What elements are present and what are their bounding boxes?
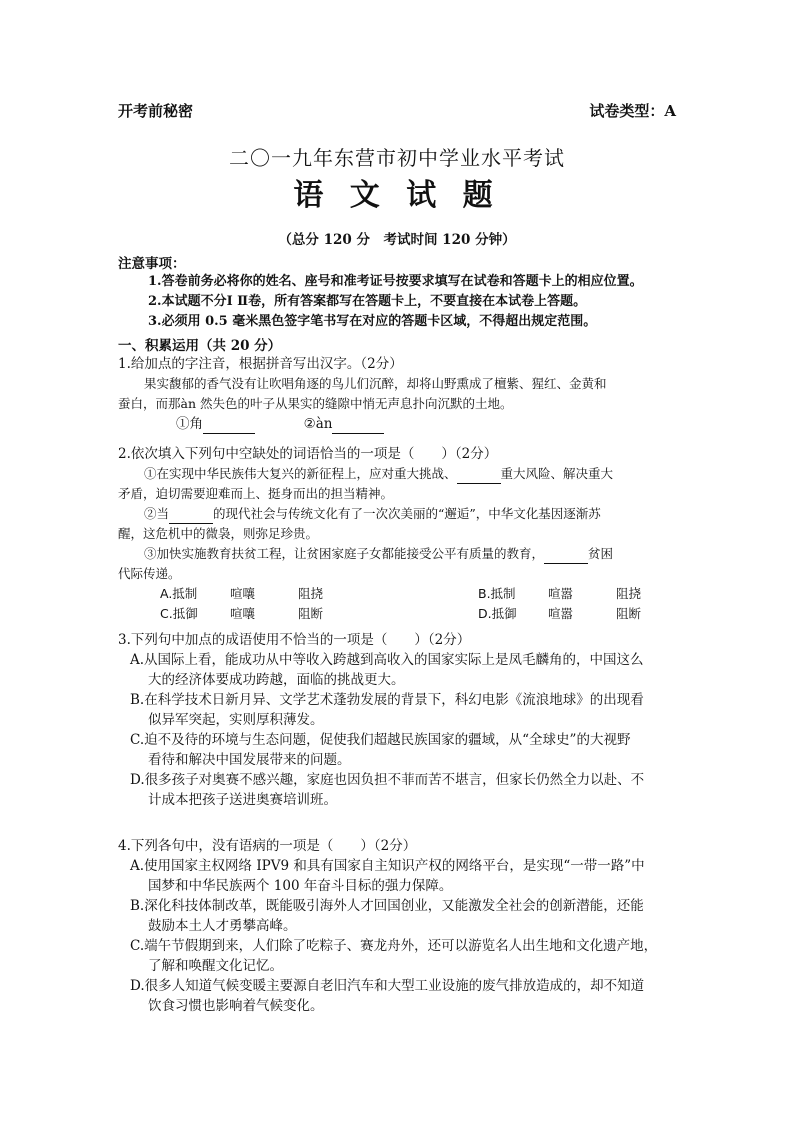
option-a: A.从国际上看，能成功从中等收入跨越到高收入的国家实际上是凤毛麟角的，中国这么 xyxy=(130,652,644,668)
sentence-text: 重大风险、解决重大 xyxy=(500,466,614,481)
answer-blank xyxy=(203,419,255,434)
notice-item: 2.本试题不分Ⅰ Ⅱ卷，所有答案都写在答题卡上，不要直接在本试卷上答题。 xyxy=(148,294,587,309)
option-b-word-3: 阻挠 xyxy=(616,586,642,601)
paper-type-label: 试卷类型：A xyxy=(589,102,676,120)
option-c: C.迫不及待的环境与生态问题，促使我们超越民族国家的疆域，从“全球史”的大视野 xyxy=(130,732,631,748)
option-c-word-2: 喧嚷 xyxy=(230,606,256,621)
option-b: B.在科学技术日新月异、文学艺术蓬勃发展的背景下，科幻电影《流浪地球》的出现看 xyxy=(130,692,644,708)
option-b-cont: 鼓励本土人才勇攀高峰。 xyxy=(148,918,297,934)
notice-item: 3.必须用 0.5 毫米黑色签字笔书写在对应的答题卡区域，不得超出规定范围。 xyxy=(148,314,597,329)
section-heading: 一、积累运用（共 20 分） xyxy=(118,338,282,354)
option-c-word-3: 阻断 xyxy=(298,606,324,621)
confidential-label: 开考前秘密 xyxy=(118,102,194,120)
option-b-word-1: B.抵制 xyxy=(478,586,516,601)
option-d-cont: 计成本把孩子送进奥赛培训班。 xyxy=(148,792,337,808)
option-c-word-1: C.抵御 xyxy=(160,606,198,621)
answer-blank xyxy=(332,419,384,434)
option-a-cont: 国梦和中华民族两个 100 年奋斗目标的强力保障。 xyxy=(148,878,453,894)
sentence-text: ①在实现中华民族伟大复兴的新征程上，应对重大挑战、 xyxy=(144,466,457,481)
notice-list xyxy=(148,272,643,332)
option-a-word-2: 喧嚷 xyxy=(230,586,256,601)
option-c-cont: 看待和解决中国发展带来的问题。 xyxy=(148,752,351,768)
option-d-word-1: D.抵御 xyxy=(478,606,517,621)
option-c-cont: 了解和唤醒文化记忆。 xyxy=(148,958,283,974)
answer-blank xyxy=(169,509,213,524)
sentence-text: ③加快实施教育扶贫工程，让贫困家庭子女都能接受公平有质量的教育， xyxy=(144,546,545,561)
sentence-text: 醒，这危机中的微袅，则弥足珍贵。 xyxy=(118,526,319,541)
option-a-word-3: 阻挠 xyxy=(298,586,324,601)
answer-blank xyxy=(544,549,588,564)
passage-line: 蚕白，而那àn 然失色的叶子从果实的缝隙中悄无声息扑向沉默的土地。 xyxy=(118,396,513,411)
passage-line: 果实馥郁的香气没有让吹唱角逐的鸟儿们沉醉，却将山野熏成了檀紫、猩红、金黄和 xyxy=(144,376,607,391)
question-stem: 3.下列句中加点的成语使用不恰当的一项是（ ）（2分） xyxy=(118,632,471,648)
answer-item-1: ①角 xyxy=(176,416,203,432)
option-d: D.很多人知道气候变暖主要源自老旧汽车和大型工业设施的废气排放造成的，却不知道 xyxy=(130,978,645,994)
option-b-word-2: 喧嚣 xyxy=(548,586,574,601)
sentence-text: 的现代社会与传统文化有了一次次美丽的“邂逅”，中华文化基因逐渐苏 xyxy=(213,506,601,521)
option-a-word-1: A.抵制 xyxy=(160,586,198,601)
option-d: D.很多孩子对奥赛不感兴趣，家庭也因负担不菲而苦不堪言，但家长仍然全力以赴、不 xyxy=(130,772,645,788)
subject-title: 语 文 试 题 xyxy=(293,178,501,213)
notice-heading: 注意事项： xyxy=(118,256,186,272)
option-a: A.使用国家主权网络 IPV9 和具有国家自主知识产权的网络平台，是实现“一带一路”中 xyxy=(130,858,645,874)
sentence-text: 代际传递。 xyxy=(118,566,181,581)
option-d-word-3: 阻断 xyxy=(616,606,642,621)
score-time-info: （总分 120 分 考试时间 120 分钟） xyxy=(278,232,516,248)
answer-item-2: ②àn xyxy=(303,416,333,432)
answer-blank xyxy=(457,469,501,484)
sentence-text: 贫困 xyxy=(588,546,614,561)
exam-title: 二〇一九年东营市初中学业水平考试 xyxy=(229,146,565,170)
notice-item: 1.答卷前务必将你的姓名、座号和准考证号按要求填写在试卷和答题卡上的相应位置。 xyxy=(148,274,643,289)
question-stem: 1.给加点的字注音，根据拼音写出汉字。（2分） xyxy=(118,356,403,372)
question-1 xyxy=(118,354,678,434)
question-2 xyxy=(118,444,678,624)
options-row xyxy=(118,584,678,604)
sentence-text: 矛盾，迫切需要迎难而上、挺身而出的担当精神。 xyxy=(118,486,394,501)
options-row xyxy=(118,604,678,624)
option-b: B.深化科技体制改革，既能吸引海外人才回国创业，又能激发全社会的创新潜能，还能 xyxy=(130,898,644,914)
question-3 xyxy=(118,630,678,810)
option-a-cont: 大的经济体要成功跨越，面临的挑战更大。 xyxy=(148,672,405,688)
sentence-text: ②当 xyxy=(144,506,170,521)
option-d-cont: 饮食习惯也影响着气候变化。 xyxy=(148,998,324,1014)
option-d-word-2: 喧嚣 xyxy=(548,606,574,621)
option-c: C.端午节假期到来，人们除了吃粽子、赛龙舟外，还可以游览名人出生地和文化遗产地， xyxy=(130,938,658,954)
option-b-cont: 似异军突起，实则厚积薄发。 xyxy=(148,712,324,728)
question-4 xyxy=(118,836,678,1016)
question-stem: 4.下列各句中，没有语病的一项是（ ）（2分） xyxy=(118,838,417,854)
question-stem: 2.依次填入下列句中空缺处的词语恰当的一项是（ ）（2分） xyxy=(118,446,498,462)
